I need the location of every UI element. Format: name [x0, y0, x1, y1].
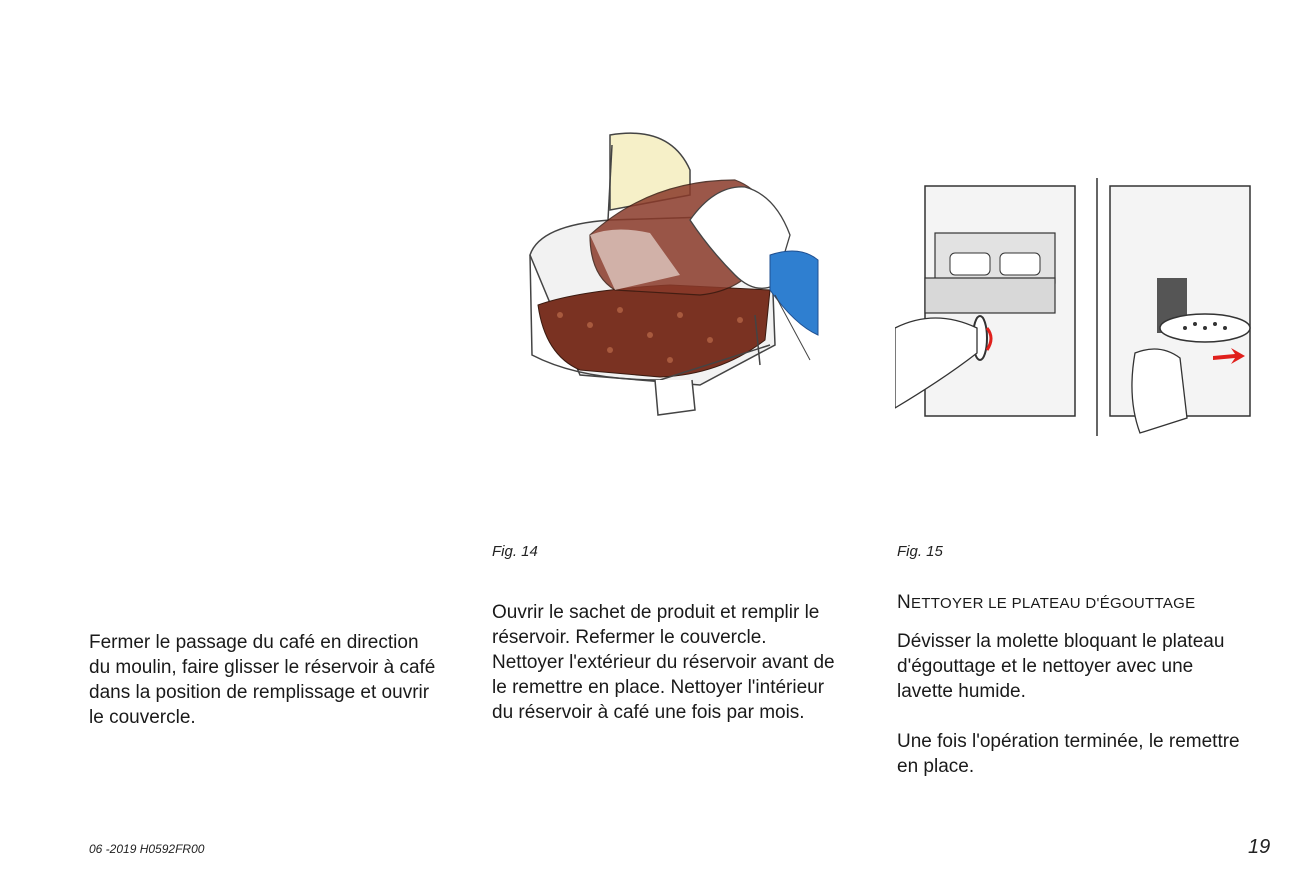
section-heading [897, 592, 1287, 614]
fig15-caption: Fig. 15 [897, 543, 943, 560]
fig14-illustration [520, 125, 830, 425]
col3-paragraph-2: Une fois l'opération terminée, le remettre en place. [897, 731, 1240, 777]
fig15-illustration [895, 178, 1255, 438]
page-number: 19 [1248, 836, 1271, 858]
document-code: 06 -2019 H0592FR00 [89, 842, 205, 856]
col2-paragraph: Ouvrir le sachet de produit et remplir le réservoir. Refermer le couvercle. Nettoyer l'extérieur du réservoir avant de le remettre en place. Nettoyer l'intérieur du réservoir à café une fois par mois. [492, 602, 835, 723]
section-heading-rest: ETTOYER LE PLATEAU D'ÉGOUTTAGE [911, 595, 1196, 612]
section-heading-initial: N [897, 592, 912, 613]
col1-paragraph: Fermer le passage du café en direction du moulin, faire glisser le réservoir à café dans la position de remplissage et ouvrir le couvercle. [89, 632, 436, 728]
fig14-caption: Fig. 14 [492, 543, 538, 560]
col3-paragraph-1: Dévisser la molette bloquant le plateau d'égouttage et le nettoyer avec une lavette humide. [897, 631, 1225, 702]
